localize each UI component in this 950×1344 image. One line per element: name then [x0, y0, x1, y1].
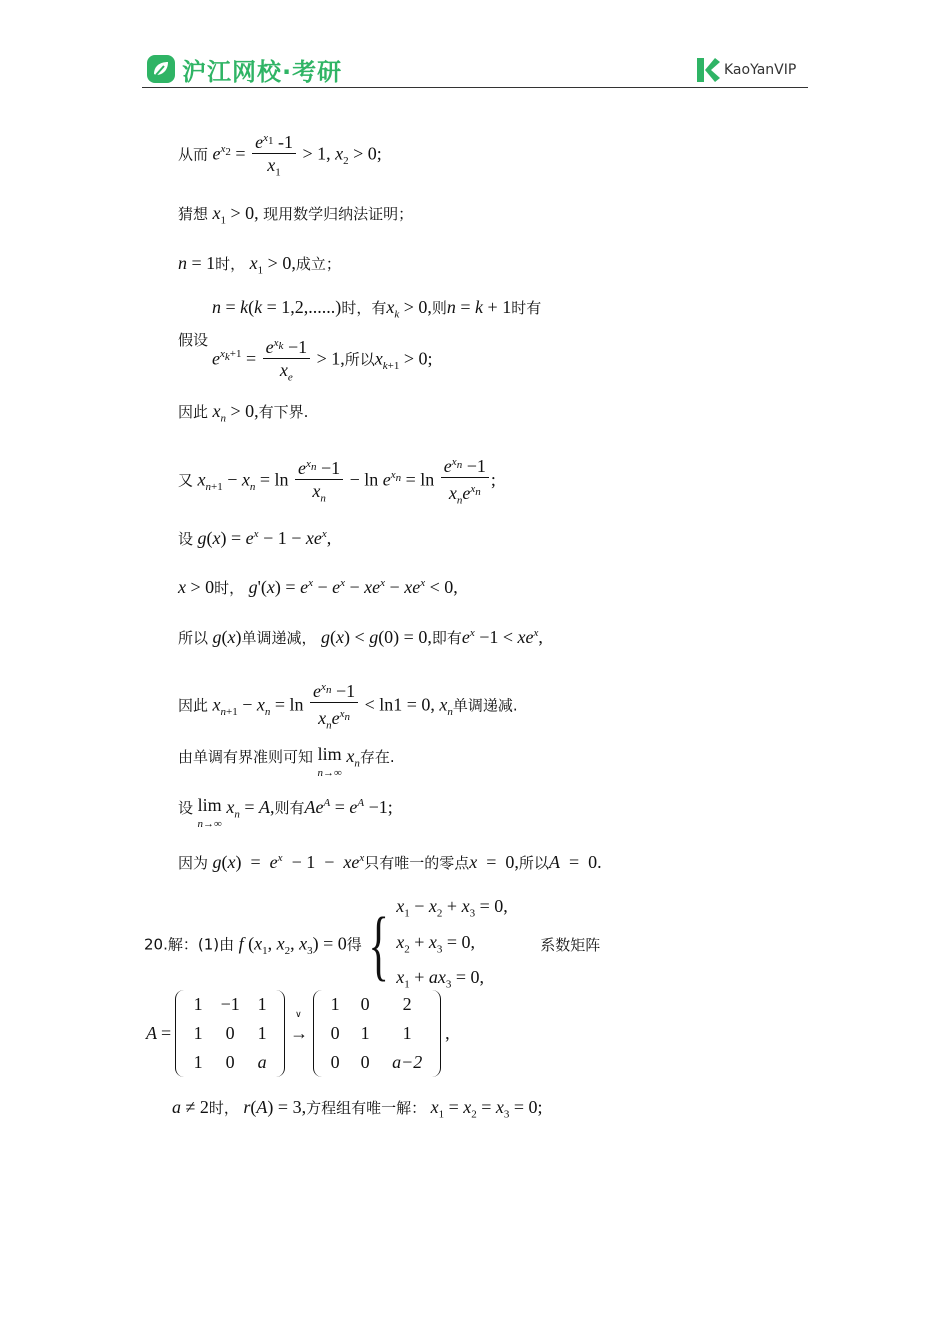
matrix-cell: 0 [225, 1023, 235, 1043]
text-l5-tail: 所以 [344, 350, 375, 369]
text-l13-mid: 则有 [274, 799, 305, 817]
line-13: 设 lim n→∞ $x_n = A$,则有$Ae^A = e^A -1$; [178, 795, 393, 830]
line-16: A = 1 −1 1 1 0 1 1 0 a → ∨ 1 0 2 0 1 1 0 0 a−2 , [146, 990, 450, 1077]
text-l13-prefix: 设 [178, 799, 194, 817]
matrix-cell: −1 [220, 994, 240, 1014]
text-l9-mid: 时， [214, 579, 245, 597]
equation-system: $x_1 - x_2 + x_3 = 0$, $x_2 + x_3 = 0$, $x_1 + ax_3 = 0$, [396, 896, 508, 991]
text-l10-tail: 即有 [431, 629, 462, 647]
text-l17-mid: 时， [208, 1099, 239, 1117]
matrix-cell: 0 [330, 1023, 340, 1043]
line-15: 20.解：(1)由 f ($x_1$, $x_2$, $x_3) = 0$得 { $x_1 - x_2 + x_3 = 0$, $x_2 + x_3 = 0$, $x_1 + ax_3 = 0$, 系数矩阵 [144, 892, 600, 999]
leaf-icon [146, 54, 176, 84]
text-l8-prefix: 设 [178, 530, 194, 548]
brand-name-left: 沪江网校·考研 [182, 57, 343, 86]
text-l2-tail: 现用数学归纳法证明； [263, 205, 414, 223]
matrix-cell: a [257, 1052, 267, 1072]
text-l3-mid: 时， [215, 255, 246, 273]
text-l14-prefix: 因为 [178, 854, 209, 872]
text-l4-a: 时，有 [341, 299, 387, 317]
text-l2: 猜想 [178, 205, 209, 223]
matrix-cell: 0 [330, 1052, 340, 1072]
matrix-cell: 2 [402, 994, 412, 1014]
matrix-cell: 0 [360, 994, 370, 1014]
matrix-cell: 1 [257, 1023, 267, 1043]
line-7: 又 $x_{n+1} - x_n = \ln$ $\frac{e^{x_n} -1}{x_n}$ − $\ln e^{x_n} = \ln$ $\frac{e^{x_n} -1}{x_ne^{x_n}}$ ; [178, 451, 496, 512]
line-4: n = k(k = 1,2,......)时，有$x_k > 0$,则n = k + 1时有 [212, 297, 542, 321]
matrix-cell: 0 [225, 1052, 235, 1072]
text-l14-tail: 所以 [518, 854, 549, 872]
text-l3-tail: 成立； [295, 255, 341, 273]
text-l4-c: 时有 [511, 299, 542, 317]
line-14: 因为 $g(x) = e^x - 1 - xe^x$只有唯一的零点x = 0,所以A = 0. [178, 852, 602, 872]
line-3: n = 1时， $x_1 > 0$,成立； [178, 253, 341, 277]
matrix-cell: 1 [257, 994, 267, 1014]
line-12: 由单调有界准则可知 lim n→∞ $x_n$存在. [178, 744, 395, 779]
text-l1-prefix: 从而 [178, 145, 209, 164]
text-l11-prefix: 因此 [178, 696, 209, 715]
line-5: $e^{x_k+1}$ = $\frac{e^{x_k} -1}{x_e}$ > 1,所以$x_{k+1} > 0$; [212, 332, 433, 389]
matrix-cell: 1 [193, 1023, 203, 1043]
text-l6-tail: 有下界. [258, 403, 309, 421]
matrix-cell: 1 [193, 1052, 203, 1072]
matrix-a [175, 990, 285, 1077]
matrix-cell: a−2 [392, 1052, 423, 1072]
text-l17-tail: 方程组有唯一解： [306, 1099, 427, 1117]
text-l12-tail: 存在. [359, 748, 395, 766]
line-17: a ≠ 2时， r(A) = 3,方程组有唯一解： $x_1 = x_2 = x_3 = 0$; [172, 1097, 543, 1121]
text-l12-prefix: 由单调有界准则可知 [178, 748, 314, 766]
line-2: 猜想 $x_1 > 0$, 现用数学归纳法证明； [178, 203, 414, 227]
text-l10-mid: 单调递减， [241, 629, 317, 647]
text-l11-tail: 单调递减. [452, 696, 518, 715]
text-l15-label: 20.解：(1)由 [144, 935, 235, 954]
matrix-cell: 0 [360, 1052, 370, 1072]
text-l10-prefix: 所以 [178, 629, 209, 647]
line-8: 设 $g(x) = e^x - 1 - xe^x$, [178, 528, 332, 548]
line-10: 所以 g(x)单调递减， g(x) < g(0) = 0,即有$e^x -1 < xe^x$, [178, 627, 543, 647]
matrix-cell: 1 [360, 1023, 370, 1043]
matrix-b [313, 990, 441, 1077]
brand-logo-left [146, 53, 342, 85]
matrix-cell: 1 [193, 994, 203, 1014]
matrix-cell: 1 [330, 994, 340, 1014]
brand-name-right: KaoYanVIP [724, 62, 797, 78]
brand-logo-right [694, 56, 796, 84]
text-l15-matrix-label: 系数矩阵 [540, 935, 601, 954]
text-l6-prefix: 因此 [178, 403, 209, 421]
matrix-cell: 1 [402, 1023, 412, 1043]
text-l7-prefix: 又 [178, 471, 194, 490]
line-6: 因此 $x_n > 0$,有下界. [178, 401, 309, 425]
text-l5-prefix: 假设 [178, 331, 209, 349]
text-l14-mid: 只有唯一的零点 [364, 854, 470, 872]
line-11: 因此 $x_{n+1} - x_n = \ln$ $\frac{e^{x_n} -1}{x_ne^{x_n}}$ < ln1 = 0, $x_n$单调递减. [178, 676, 518, 737]
header-divider [142, 87, 808, 88]
line-9: x > 0时， $g'(x) = e^x - e^x - xe^x - xe^x < 0$, [178, 577, 458, 597]
left-brace: { [368, 901, 390, 989]
line-1: 从而 $e^{x_2}$ = $\frac{e^{x_1} -1}{x_1}$ > 1, $x_2 > 0$; [178, 127, 382, 184]
k-logo-icon [694, 56, 720, 84]
text-l4-b: 则 [431, 299, 447, 317]
text-l15-de: 得 [346, 935, 362, 954]
